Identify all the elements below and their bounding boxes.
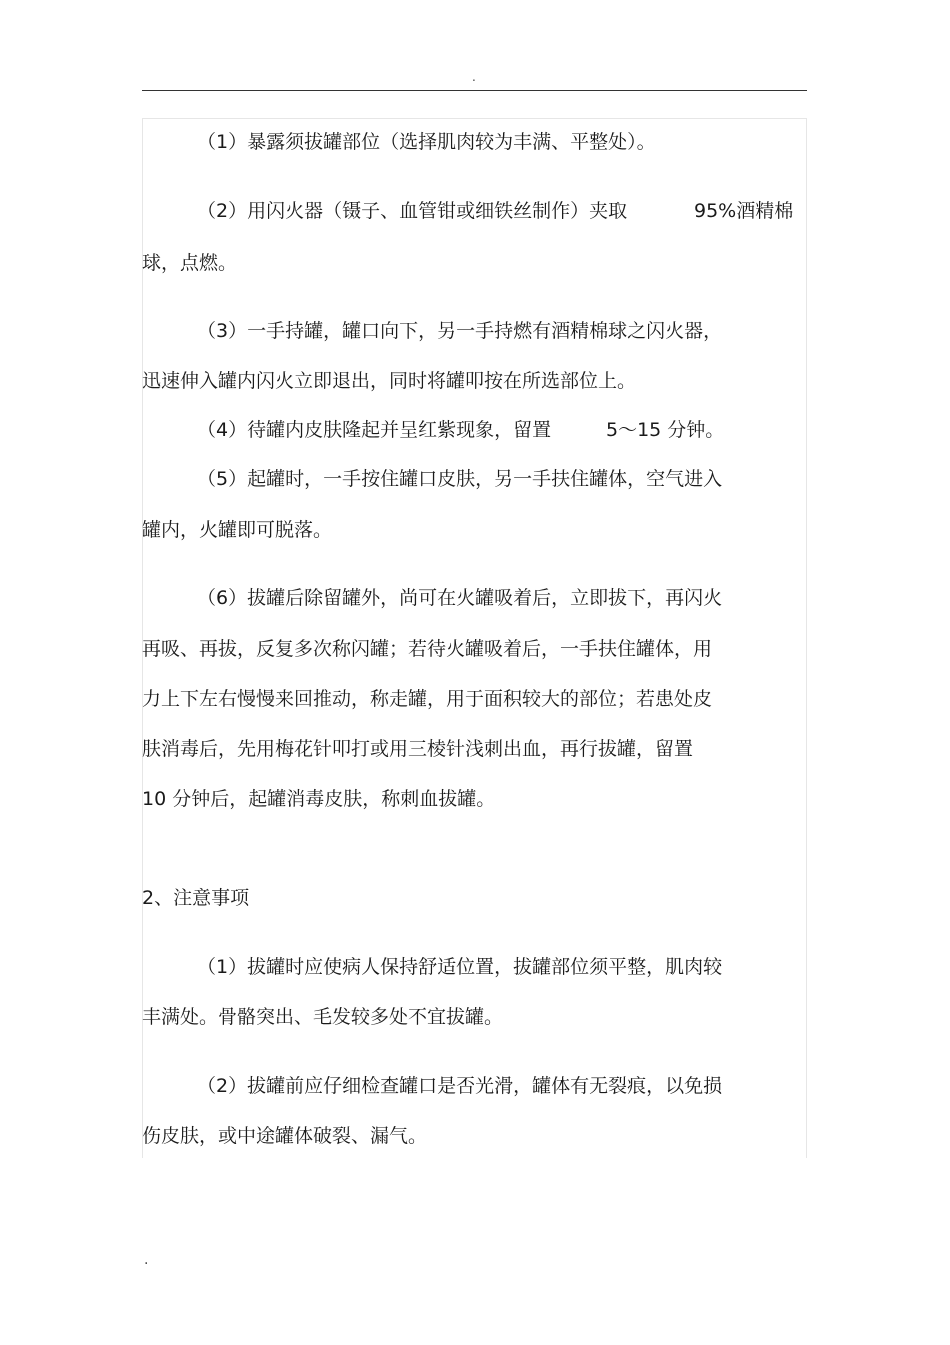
text-line: （6）拔罐后除留罐外，尚可在火罐吸着后，立即拔下，再闪火	[197, 587, 723, 609]
text-line: 力上下左右慢慢来回推动，称走罐，用于面积较大的部位；若患处皮	[142, 688, 713, 710]
text-line: （4）待罐内皮肤隆起并呈红紫现象，留置	[197, 419, 552, 441]
text-line: （3）一手持罐，罐口向下，另一手持燃有酒精棉球之闪火器，	[197, 320, 723, 342]
header-rule	[142, 90, 807, 91]
header-mark: .	[472, 70, 476, 84]
footer-mark: .	[144, 1252, 149, 1268]
text-line: （1）暴露须拔罐部位（选择肌肉较为丰满、平整处）。	[197, 131, 656, 153]
text-line: 95%酒精棉	[694, 200, 794, 222]
text-line: （5）起罐时，一手按住罐口皮肤，另一手扶住罐体，空气进入	[197, 468, 723, 490]
text-line: 伤皮肤，或中途罐体破裂、漏气。	[142, 1125, 428, 1147]
text-line: （2）拔罐前应仔细检查罐口是否光滑，罐体有无裂痕，以免损	[197, 1075, 723, 1097]
text-line: 5～15 分钟。	[606, 419, 725, 441]
text-line: （2）用闪火器（镊子、血管钳或细铁丝制作）夹取	[197, 200, 628, 222]
text-line: 再吸、再拔，反复多次称闪罐；若待火罐吸着后，一手扶住罐体，用	[142, 638, 713, 660]
text-line: 球，点燃。	[142, 252, 238, 274]
text-line: 迅速伸入罐内闪火立即退出，同时将罐叩按在所选部位上。	[142, 370, 637, 392]
text-line: 罐内，火罐即可脱落。	[142, 519, 333, 541]
text-line: 肤消毒后，先用梅花针叩打或用三棱针浅刺出血，再行拔罐，留置	[142, 738, 694, 760]
text-line: 丰满处。骨骼突出、毛发较多处不宜拔罐。	[142, 1006, 504, 1028]
text-line: 10 分钟后，起罐消毒皮肤，称刺血拔罐。	[142, 788, 496, 810]
section-heading: 2、注意事项	[142, 887, 250, 909]
text-line: （1）拔罐时应使病人保持舒适位置，拔罐部位须平整，肌肉较	[197, 956, 723, 978]
